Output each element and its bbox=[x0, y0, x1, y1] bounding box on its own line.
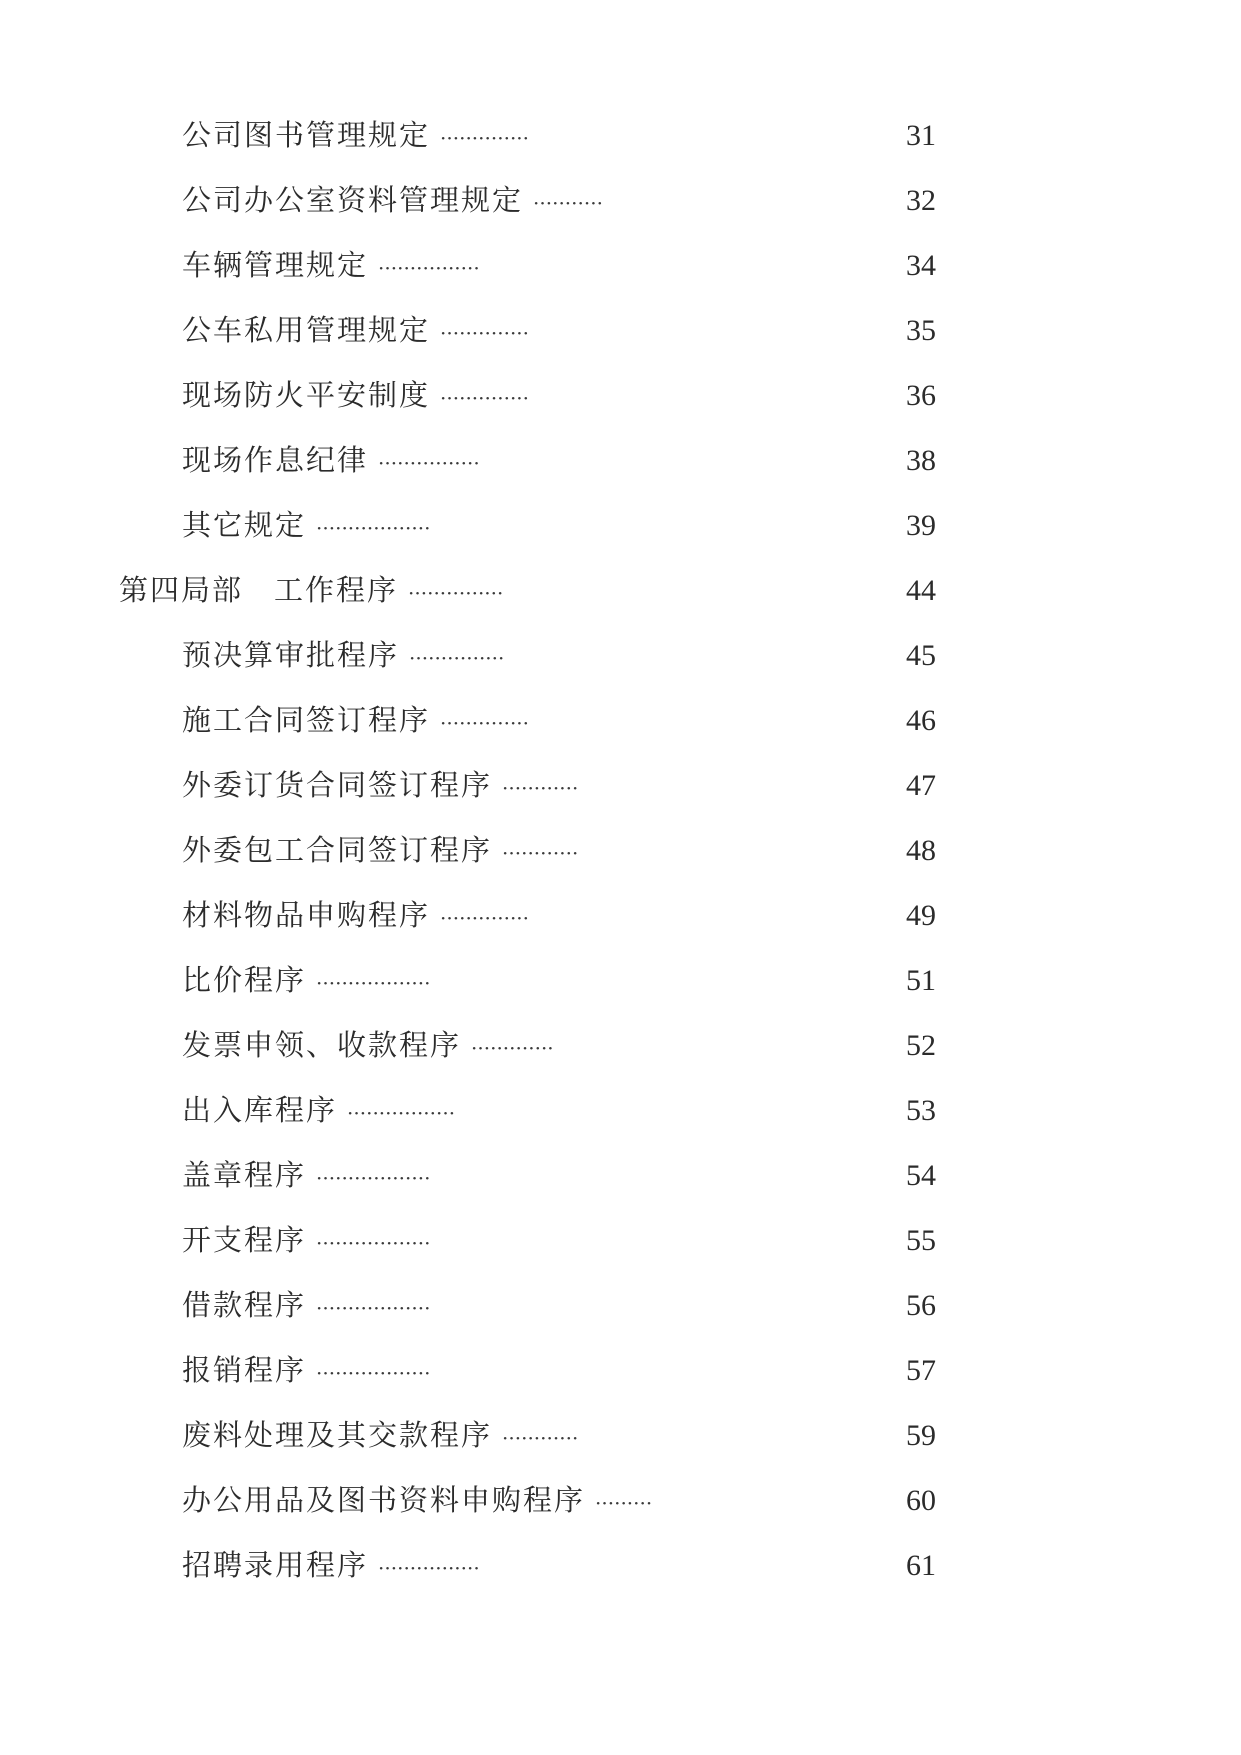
toc-entry-title bbox=[182, 1548, 480, 1582]
toc-dot-leader: ············ bbox=[502, 1426, 579, 1450]
toc-entry-title-text: 车辆管理规定 bbox=[182, 248, 369, 282]
toc-dot-leader: ·················· bbox=[316, 971, 431, 995]
toc-entry[interactable] bbox=[0, 114, 1241, 179]
toc-page-number: 57 bbox=[906, 1354, 936, 1387]
toc-page-number: 47 bbox=[906, 769, 936, 802]
toc-entry[interactable] bbox=[0, 1284, 1241, 1349]
toc-page-number: 54 bbox=[906, 1159, 936, 1192]
toc-entry-title-text: 盖章程序 bbox=[182, 1158, 307, 1192]
toc-entry[interactable] bbox=[0, 504, 1241, 569]
toc-dot-leader: ··············· bbox=[408, 581, 504, 605]
toc-entry[interactable] bbox=[0, 894, 1241, 959]
toc-entry-title-text: 公司图书管理规定 bbox=[182, 118, 431, 152]
toc-entry[interactable] bbox=[0, 1479, 1241, 1544]
toc-entry-title-text: 公车私用管理规定 bbox=[182, 313, 431, 347]
toc-entry-title bbox=[182, 768, 579, 802]
toc-page-number: 39 bbox=[906, 509, 936, 542]
toc-entry-title bbox=[182, 703, 530, 737]
toc-entry-title bbox=[182, 638, 505, 672]
toc-dot-leader: ················ bbox=[378, 256, 480, 280]
toc-entry-title-text: 外委包工合同签订程序 bbox=[182, 833, 493, 867]
toc-entry-title-text: 开支程序 bbox=[182, 1223, 307, 1257]
toc-entry-title-text: 报销程序 bbox=[182, 1353, 307, 1387]
toc-entry-title-text: 出入库程序 bbox=[182, 1093, 338, 1127]
toc-entry[interactable] bbox=[0, 439, 1241, 504]
toc-entry[interactable] bbox=[0, 1349, 1241, 1414]
toc-entry-title-text: 办公用品及图书资料申购程序 bbox=[182, 1483, 586, 1517]
toc-entry-title-text: 现场作息纪律 bbox=[182, 443, 369, 477]
toc-entry-title bbox=[182, 898, 530, 932]
toc-dot-leader: ············· bbox=[471, 1036, 554, 1060]
toc-entry[interactable] bbox=[0, 179, 1241, 244]
toc-page-number: 46 bbox=[906, 704, 936, 737]
toc-entry-title bbox=[182, 118, 530, 152]
toc-page-number: 59 bbox=[906, 1419, 936, 1452]
toc-entry-title-text: 其它规定 bbox=[182, 508, 307, 542]
toc-dot-leader: ·················· bbox=[316, 1231, 431, 1255]
toc-entry-title-text: 比价程序 bbox=[182, 963, 307, 997]
toc-page-number: 61 bbox=[906, 1549, 936, 1582]
toc-entry[interactable] bbox=[0, 1154, 1241, 1219]
toc-entry-title bbox=[182, 313, 530, 347]
toc-section-heading[interactable] bbox=[0, 569, 1241, 634]
toc-page-number: 52 bbox=[906, 1029, 936, 1062]
toc-entry-title bbox=[182, 183, 603, 217]
toc-entry-title-text: 公司办公室资料管理规定 bbox=[182, 183, 524, 217]
toc-page-number: 36 bbox=[906, 379, 936, 412]
toc-entry-title bbox=[119, 573, 504, 607]
toc-entry-title-text: 借款程序 bbox=[182, 1288, 307, 1322]
toc-entry[interactable] bbox=[0, 374, 1241, 439]
toc-dot-leader: ·················· bbox=[316, 1361, 431, 1385]
toc-dot-leader: ·············· bbox=[440, 711, 530, 735]
toc-entry-title-text: 第四局部 工作程序 bbox=[119, 573, 399, 607]
toc-entry-title-text: 招聘录用程序 bbox=[182, 1548, 369, 1582]
toc-dot-leader: ············ bbox=[502, 841, 579, 865]
toc-entry-title bbox=[182, 248, 480, 282]
toc-entry[interactable] bbox=[0, 959, 1241, 1024]
toc-entry-title bbox=[182, 1158, 431, 1192]
toc-entry-title bbox=[182, 1093, 456, 1127]
toc-page-number: 49 bbox=[906, 899, 936, 932]
toc-dot-leader: ·············· bbox=[440, 906, 530, 930]
toc-entry-title bbox=[182, 443, 480, 477]
toc-entry-title bbox=[182, 1353, 431, 1387]
toc-entry[interactable] bbox=[0, 764, 1241, 829]
toc-page-number: 32 bbox=[906, 184, 936, 217]
toc-page-number: 34 bbox=[906, 249, 936, 282]
toc-dot-leader: ············ bbox=[502, 776, 579, 800]
toc-entry-title bbox=[182, 963, 431, 997]
toc-page-number: 44 bbox=[906, 574, 936, 607]
toc-dot-leader: ··········· bbox=[533, 191, 603, 215]
toc-entry-title-text: 现场防火平安制度 bbox=[182, 378, 431, 412]
toc-page-number: 60 bbox=[906, 1484, 936, 1517]
toc-dot-leader: ·············· bbox=[440, 386, 530, 410]
toc-page-number: 56 bbox=[906, 1289, 936, 1322]
toc-page-number: 38 bbox=[906, 444, 936, 477]
toc-entry[interactable] bbox=[0, 309, 1241, 374]
toc-page-number: 48 bbox=[906, 834, 936, 867]
toc-dot-leader: ················ bbox=[378, 451, 480, 475]
toc-entry-title bbox=[182, 1028, 554, 1062]
toc-entry-title-text: 发票申领、收款程序 bbox=[182, 1028, 462, 1062]
toc-dot-leader: ·············· bbox=[440, 126, 530, 150]
toc-entry-title-text: 材料物品申购程序 bbox=[182, 898, 431, 932]
toc-entry[interactable] bbox=[0, 1414, 1241, 1479]
toc-dot-leader: ··············· bbox=[409, 646, 505, 670]
toc-dot-leader: ················· bbox=[347, 1101, 456, 1125]
toc-page-number: 35 bbox=[906, 314, 936, 347]
toc-page-number: 51 bbox=[906, 964, 936, 997]
toc-dot-leader: ·············· bbox=[440, 321, 530, 345]
toc-entry-title-text: 预决算审批程序 bbox=[182, 638, 400, 672]
toc-entry[interactable] bbox=[0, 634, 1241, 699]
toc-entry-title bbox=[182, 378, 530, 412]
table-of-contents bbox=[0, 114, 1241, 1609]
toc-entry[interactable] bbox=[0, 829, 1241, 894]
toc-entry-title bbox=[182, 1288, 431, 1322]
toc-entry[interactable] bbox=[0, 699, 1241, 764]
toc-entry-title bbox=[182, 508, 431, 542]
toc-page-number: 55 bbox=[906, 1224, 936, 1257]
toc-entry-title-text: 外委订货合同签订程序 bbox=[182, 768, 493, 802]
toc-entry-title bbox=[182, 1483, 653, 1517]
toc-page-number: 45 bbox=[906, 639, 936, 672]
toc-entry-title bbox=[182, 1223, 431, 1257]
toc-dot-leader: ·················· bbox=[316, 1166, 431, 1190]
toc-page-number: 31 bbox=[906, 119, 936, 152]
toc-dot-leader: ·················· bbox=[316, 1296, 431, 1320]
toc-entry[interactable] bbox=[0, 1544, 1241, 1609]
toc-entry[interactable] bbox=[0, 1219, 1241, 1284]
toc-entry-title bbox=[182, 1418, 579, 1452]
toc-entry-title-text: 施工合同签订程序 bbox=[182, 703, 431, 737]
toc-dot-leader: ········· bbox=[595, 1491, 653, 1515]
toc-entry[interactable] bbox=[0, 1024, 1241, 1089]
toc-dot-leader: ·················· bbox=[316, 516, 431, 540]
toc-entry[interactable] bbox=[0, 1089, 1241, 1154]
toc-dot-leader: ················ bbox=[378, 1556, 480, 1580]
toc-page-number: 53 bbox=[906, 1094, 936, 1127]
toc-entry[interactable] bbox=[0, 244, 1241, 309]
toc-entry-title-text: 废料处理及其交款程序 bbox=[182, 1418, 493, 1452]
toc-entry-title bbox=[182, 833, 579, 867]
